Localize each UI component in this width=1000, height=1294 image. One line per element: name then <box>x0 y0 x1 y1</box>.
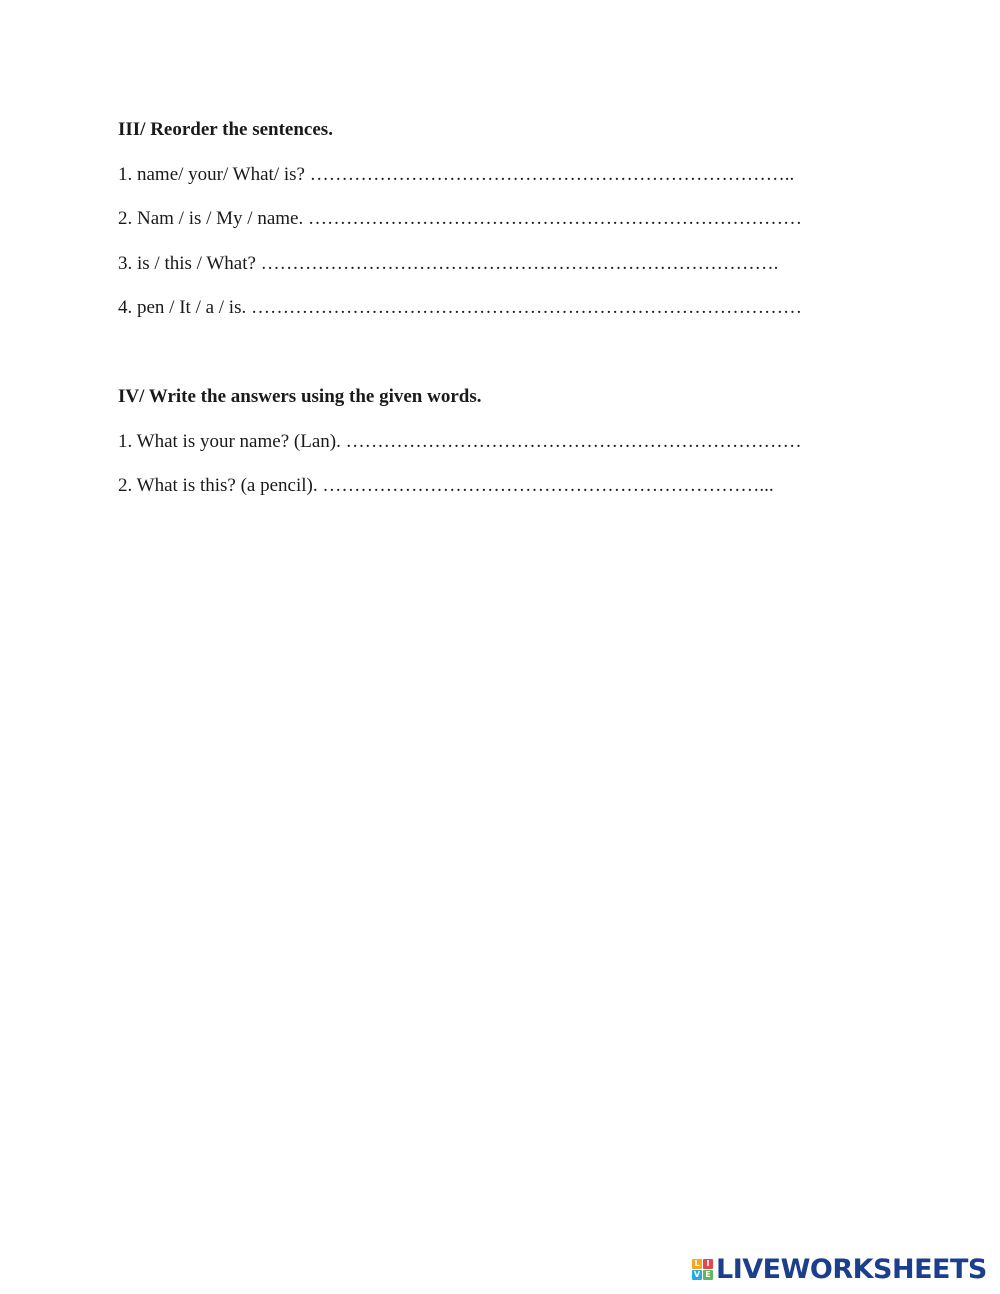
reorder-section <box>118 116 898 339</box>
reorder-item-1[interactable]: 1. name/ your/ What/ is? ………………………………………………………………….. <box>118 163 795 185</box>
liveworksheets-logo <box>692 1252 987 1286</box>
answers-section <box>118 383 898 517</box>
logo-badge-icon <box>692 1259 713 1280</box>
worksheet-page <box>118 0 898 1294</box>
answers-heading: IV/ Write the answers using the given words. <box>118 386 482 407</box>
logo-badge-letter: I <box>703 1259 713 1269</box>
logo-text: LIVEWORKSHEETS <box>716 1253 987 1285</box>
logo-badge-letter: V <box>693 1269 701 1279</box>
logo-badge-letter: E <box>703 1270 713 1280</box>
answer-item-1[interactable]: 1. What is your name? (Lan). ……………………………………………………………… <box>118 430 802 452</box>
reorder-item-2[interactable]: 2. Nam / is / My / name. …………………………………………………………………… <box>118 208 802 229</box>
answer-item-2[interactable]: 2. What is this? (a pencil). ……………………………………………………………... <box>118 475 774 496</box>
reorder-item-3[interactable]: 3. is / this / What? ………………………………………………………………………. <box>118 252 779 274</box>
reorder-item-4[interactable]: 4. pen / It / a / is. …………………………………………………………………………… <box>118 297 802 318</box>
logo-badge-letter: L <box>692 1259 702 1269</box>
reorder-heading: III/ Reorder the sentences. <box>118 119 333 140</box>
